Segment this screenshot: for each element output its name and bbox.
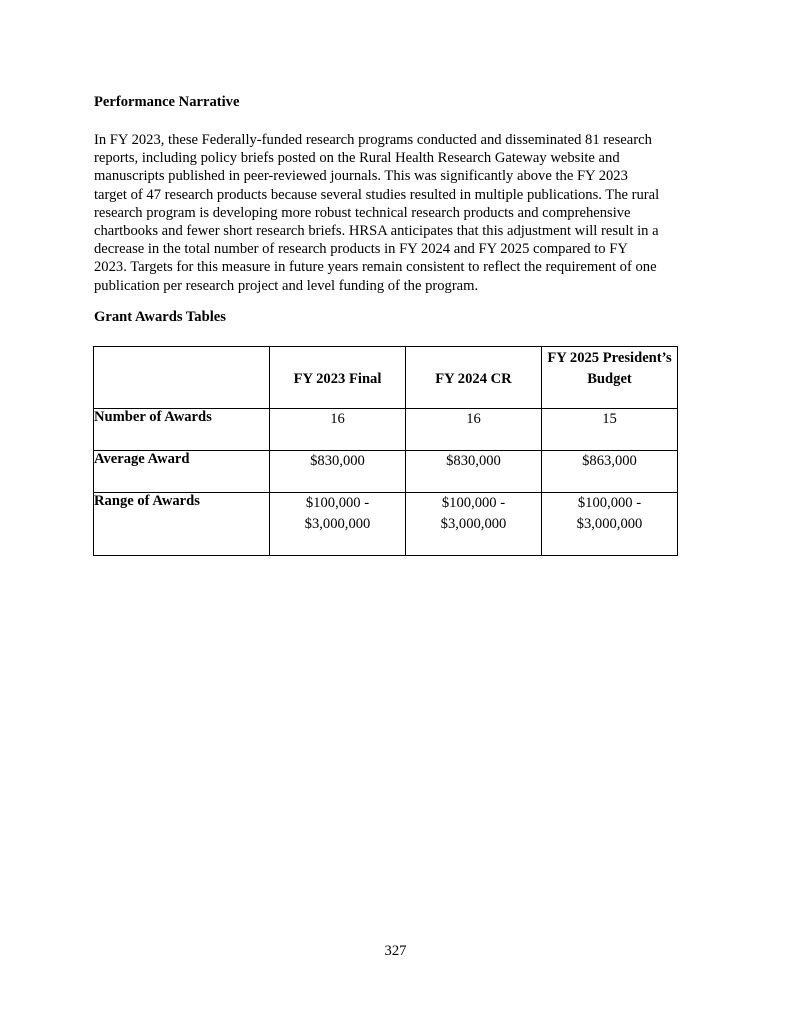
- header-corner-cell: [94, 347, 270, 409]
- grant-awards-heading: Grant Awards Tables: [94, 309, 226, 325]
- cell-text: 16: [330, 411, 345, 427]
- table-cell: [406, 451, 542, 493]
- performance-narrative-heading: Performance Narrative: [94, 94, 240, 110]
- row-label-average-award: Average Award: [94, 451, 270, 493]
- table-cell: [406, 493, 542, 556]
- cell-text: $100,000 -: [441, 495, 506, 511]
- cell-text: 15: [602, 411, 617, 427]
- narrative-line: In FY 2023, these Federally-funded research programs conducted and disseminated 81 research: [94, 132, 652, 148]
- table-cell: [270, 451, 406, 493]
- cell-text: $100,000 -: [305, 495, 370, 511]
- table-row: [94, 493, 678, 556]
- cell-text: $3,000,000: [440, 516, 507, 532]
- narrative-line: target of 47 research products because several studies resulted in multiple publications. The rural: [94, 186, 660, 203]
- cell-text: $3,000,000: [304, 516, 371, 532]
- table-row: [94, 451, 678, 493]
- narrative-line: 2023. Targets for this measure in future years remain consistent to reflect the requirement of one: [94, 259, 657, 276]
- column-header-fy2024: [406, 347, 542, 409]
- cell-text: $830,000: [310, 453, 365, 469]
- table-cell: [270, 409, 406, 451]
- narrative-line: publication per research project and level funding of the program.: [94, 277, 479, 294]
- table-cell: [542, 409, 678, 451]
- table-cell: [542, 451, 678, 493]
- cell-text: 16: [466, 411, 481, 427]
- table-cell: [542, 493, 678, 556]
- column-header-fy2023: [270, 347, 406, 409]
- narrative-line: research program is developing more robust technical research products and comprehensive: [94, 204, 631, 221]
- column-header-text: FY 2025 President’s: [547, 350, 672, 366]
- cell-text: $863,000: [582, 453, 637, 469]
- cell-text: $3,000,000: [576, 516, 643, 532]
- grant-awards-table: [93, 346, 678, 556]
- cell-text: $100,000 -: [577, 495, 642, 511]
- column-header-fy2025: [542, 347, 678, 409]
- row-label-range-of-awards: Range of Awards: [94, 493, 270, 556]
- narrative-line: manuscripts published in peer-reviewed journals. This was significantly above the FY 2023: [94, 168, 628, 185]
- narrative-line: chartbooks and fewer short research briefs. HRSA anticipates that this adjustment will result in a: [94, 223, 659, 240]
- table-row: [94, 409, 678, 451]
- narrative-line: decrease in the total number of research products in FY 2024 and FY 2025 compared to FY: [94, 241, 628, 258]
- table-header-row: [94, 347, 678, 409]
- page-number: 327: [384, 943, 407, 959]
- row-label-number-of-awards: Number of Awards: [94, 409, 270, 451]
- table-cell: [406, 409, 542, 451]
- table-cell: [270, 493, 406, 556]
- column-header-text: FY 2023 Final: [293, 371, 382, 387]
- column-header-text: Budget: [587, 371, 632, 387]
- performance-narrative-paragraph: [94, 131, 700, 295]
- column-header-text: FY 2024 CR: [435, 371, 512, 387]
- cell-text: $830,000: [446, 453, 501, 469]
- narrative-line: reports, including policy briefs posted on the Rural Health Research Gateway website and: [94, 150, 620, 167]
